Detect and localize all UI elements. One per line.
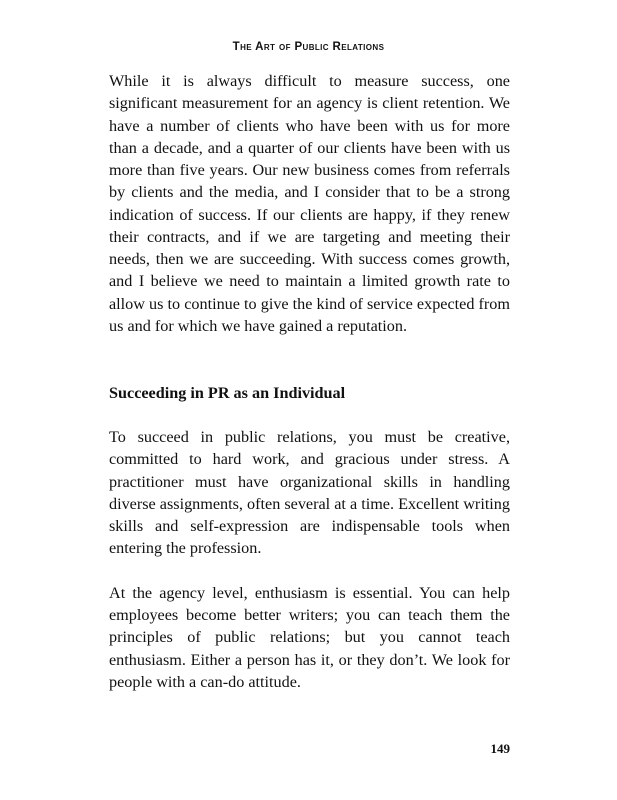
paragraph-succeed-skills: To succeed in public relations, you must be creative, committed to hard work, and gracious under stress. A practitioner must have organizational skills in handling diverse assignments, often several at a time. Excellent writing skills and self-expression are indispensable tools when entering the profession. [109,428,510,558]
section-heading: Succeeding in PR as an Individual [109,383,346,402]
page-body [109,70,510,693]
running-head: The Art of Public Relations [232,41,385,53]
paragraph-client-retention: While it is always difficult to measure success, one significant measurement for an agency is client retention. We have a number of clients who have been with us for more than a decade, and a quarter of our clients have been with us more than five years. Our new business comes from referrals by clients and the media, and I consider that to be a strong indication of success. If our clients are happy, if they renew their contracts, and if we are targeting and meeting their needs, then we are succeeding. With success comes growth, and I believe we need to maintain a limited growth rate to allow us to continue to give the kind of service expected from us and for which we have gained a reputation. [109,72,510,335]
paragraph-enthusiasm: At the agency level, enthusiasm is essential. You can help employees become better writers; you can teach them the principles of public relations; but you cannot teach enthusiasm. Either a person has it, or they don’t. We look for people with a can-do attitude. [109,583,510,691]
spacer [109,404,510,426]
page-number: 149 [490,741,510,756]
spacer [109,337,510,382]
spacer [109,560,510,582]
